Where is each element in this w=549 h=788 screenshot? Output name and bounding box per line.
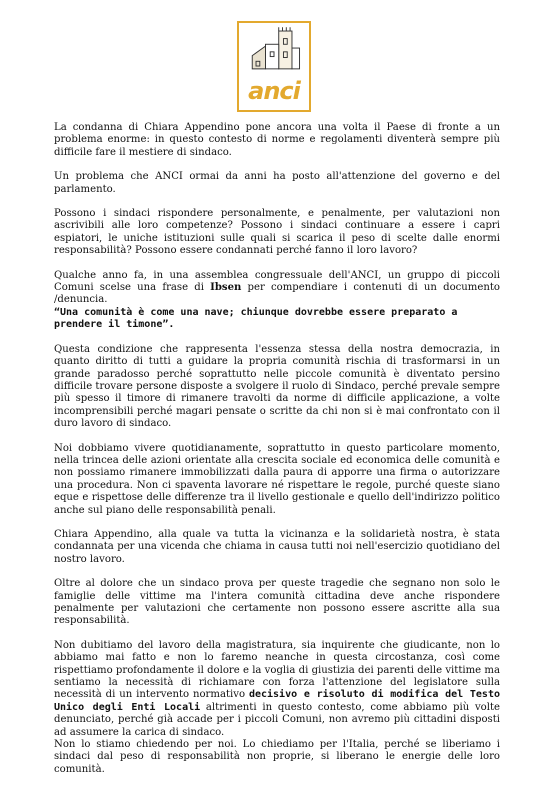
paragraph: Non lo stiamo chiedendo per noi. Lo chiediamo per l'Italia, perché se liberiamo i sindaci dal peso di responsabilità non proprie, si liberano le energie delle loro comunità.	[54, 739, 500, 775]
bold-emphasis: decisivo e risoluto di modifica del Testo Unico degli Enti Locali	[54, 689, 500, 713]
letter-body	[54, 122, 500, 788]
paragraph: Non dubitiamo del lavoro della magistratura, sia inquirente che giudicante, non lo abbiamo mai fatto e non lo faremo neanche in questa circostanza, così come rispettiamo profondamente il dolore e la voglia di giustizia dei parenti delle vittime ma sentiamo la necessità di richiamare con forza l'attenzione del legislatore sulla necessità di un intervento normativo decisivo e risoluto di modifica del Testo Unico degli Enti Locali altrimenti in questo contesto, come abbiamo più volte denunciato, perché già accade per i piccoli Comuni, non avremo più cittadini disposti ad assumere la carica di sindaco.	[54, 639, 501, 738]
anci-logo	[237, 21, 311, 112]
paragraph: Questa condizione che rappresenta l'essenza stessa della nostra democrazia, in quanto diritto di tutti a guidare la propria comunità rischia di trasformarsi in un grande paradosso perché soprattutto nelle piccole comunità è diventato persino difficile trovare persone disposte a svolgere il ruolo di Sindaco, perché prevale sempre più spesso il timore di rimanere travolti da norme di difficile applicazione, a volte incomprensibili perché magari pensate o scritte da chi non si è mai confrontato con il duro lavoro di sindaco.	[54, 343, 500, 430]
paragraph: Chiara Appendino, alla quale va tutta la vicinanza e la solidarietà nostra, è stata condannata per una vicenda che chiama in causa tutti noi nell'esercizio quotidiano del nostro lavoro.	[54, 528, 500, 565]
logo-text: anci	[248, 77, 300, 105]
paragraph: La condanna di Chiara Appendino pone ancora una volta il Paese di fronte a un problema enorme: in questo contesto di norme e regolamenti diventerà sempre più difficile fare il mestiere di sindaco.	[54, 122, 500, 158]
paragraph: Possono i sindaci rispondere personalmente, e penalmente, per valutazioni non ascrivibili alle loro competenze? Possono i sindaci continuare a essere i capri espiatori, le uniche istituzioni sulle quali si scarica il peso di scelte dalle enormi responsabilità? Possono essere condannati perché fanno il loro lavoro?	[54, 208, 500, 257]
author-name: Ibsen	[210, 282, 242, 294]
quote: “Una comunità è come una nave; chiunque dovrebbe essere preparato a prendere il timone”.	[54, 306, 458, 331]
paragraph: Un problema che ANCI ormai da anni ha posto all'attenzione del governo e del parlamento.	[54, 171, 500, 195]
paragraph: Oltre al dolore che un sindaco prova per queste tragedie che segnano non solo le famiglie delle vittime ma l'intera comunità cittadina deve anche rispondere penalmente per valutazioni che certamente non possono essere ascritte alla sua responsabilità.	[54, 578, 500, 627]
paragraph: Noi dobbiamo vivere quotidianamente, soprattutto in questo particolare momento, nella trincea delle azioni orientate alla crescita sociale ed economica delle comunità e non possiamo rimanere immobilizzati dalla paura di apporre una firma o autorizzare una procedura. Non ci spaventa lavorare né rispettare le regole, purché queste siano eque e rispettose delle differenze tra il livello gestionale e quello dell'indirizzo politico anche sul piano delle responsabilità penali.	[54, 442, 500, 516]
paragraph: Qualche anno fa, in una assemblea congressuale dell'ANCI, un gruppo di piccoli Comuni scelse una frase di Ibsen per compendiare i contenuti di un documento /denuncia.	[54, 269, 500, 306]
